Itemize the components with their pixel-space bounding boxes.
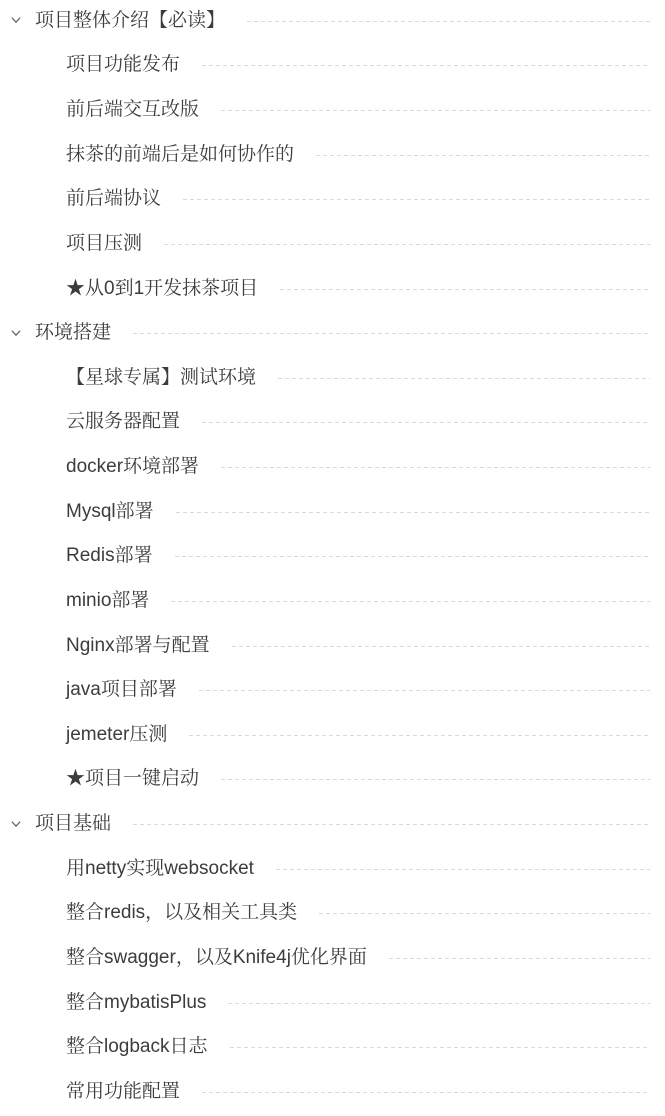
dashed-leader-line [389, 958, 650, 959]
tree-item-row[interactable] [0, 980, 665, 1025]
tree-item-row[interactable] [0, 578, 665, 623]
dashed-leader-line [202, 65, 650, 66]
dashed-leader-line [278, 378, 650, 379]
tree-section-row[interactable] [0, 0, 665, 43]
dashed-leader-line [230, 1047, 651, 1048]
tree-item-row[interactable] [0, 177, 665, 222]
tree-item-label: 用netty实现websocket [66, 857, 254, 879]
dashed-leader-line [280, 289, 650, 290]
dashed-leader-line [228, 1003, 650, 1004]
tree-item-label: Mysql部署 [66, 500, 154, 522]
tree-section-row[interactable] [0, 310, 665, 355]
dashed-leader-line [319, 913, 650, 914]
tree-item-row[interactable] [0, 935, 665, 980]
tree-item-label: 项目功能发布 [66, 54, 181, 76]
dashed-leader-line [221, 467, 650, 468]
tree-item-label: 常用功能配置 [66, 1080, 181, 1102]
tree-item-label: java项目部署 [66, 679, 177, 701]
tree-item-label: 前后端协议 [66, 188, 162, 210]
tree-item-label: docker环境部署 [66, 456, 200, 478]
dashed-leader-line [133, 333, 650, 334]
tree-item-row[interactable] [0, 400, 665, 445]
section-title: 项目基础 [35, 813, 112, 835]
chevron-down-icon[interactable] [10, 327, 22, 339]
tree-item-label: 整合mybatisPlus [66, 991, 207, 1013]
tree-item-row[interactable] [0, 489, 665, 534]
tree-item-row[interactable] [0, 266, 665, 311]
tree-item-row[interactable] [0, 534, 665, 579]
tree-item-row[interactable] [0, 444, 665, 489]
tree-item-row[interactable] [0, 132, 665, 177]
dashed-leader-line [276, 869, 650, 870]
dashed-leader-line [175, 556, 650, 557]
tree-item-label: 项目压测 [66, 232, 143, 254]
tree-item-row[interactable] [0, 757, 665, 802]
tree-item-row[interactable] [0, 712, 665, 757]
dashed-leader-line [171, 601, 650, 602]
tree-item-label: ★从0到1开发抹茶项目 [66, 277, 259, 299]
dashed-leader-line [202, 1092, 650, 1093]
dashed-leader-line [221, 110, 650, 111]
tree-item-label: 整合redis，以及相关工具类 [66, 902, 298, 924]
dashed-leader-line [199, 690, 650, 691]
tree-item-label: 整合swagger，以及Knife4j优化界面 [66, 946, 367, 968]
tree-item-row[interactable] [0, 221, 665, 266]
tree-item-label: Nginx部署与配置 [66, 634, 210, 656]
tree-item-label: 前后端交互改版 [66, 99, 200, 121]
tree-item-row[interactable] [0, 846, 665, 891]
dashed-leader-line [247, 21, 650, 22]
section-title: 项目整体介绍【必读】 [35, 9, 226, 31]
tree-item-label: 云服务器配置 [66, 411, 181, 433]
tree-item-label: jemeter压测 [66, 723, 168, 745]
tree-item-row[interactable] [0, 667, 665, 712]
section-title: 环境搭建 [35, 322, 112, 344]
tree-item-row[interactable] [0, 355, 665, 400]
chevron-down-icon[interactable] [10, 14, 22, 26]
dashed-leader-line [316, 155, 650, 156]
dashed-leader-line [183, 199, 650, 200]
tree-item-label: minio部署 [66, 589, 150, 611]
tree-item-label: ★项目一键启动 [66, 768, 200, 790]
tree-item-label: Redis部署 [66, 545, 153, 567]
dashed-leader-line [189, 735, 650, 736]
dashed-leader-line [176, 512, 650, 513]
tree-item-row[interactable] [0, 1069, 665, 1114]
dashed-leader-line [232, 646, 650, 647]
tree-item-label: 【星球专属】测试环境 [66, 366, 257, 388]
dashed-leader-line [221, 779, 650, 780]
tree-item-label: 抹茶的前端后是如何协作的 [66, 143, 295, 165]
chevron-down-icon[interactable] [10, 818, 22, 830]
tree-item-row[interactable] [0, 43, 665, 88]
dashed-leader-line [202, 422, 650, 423]
tree-item-label: 整合logback日志 [66, 1036, 208, 1058]
dashed-leader-line [164, 244, 650, 245]
tree-item-row[interactable] [0, 623, 665, 668]
dashed-leader-line [133, 824, 650, 825]
tree-section-row[interactable] [0, 801, 665, 846]
tree-item-row[interactable] [0, 1024, 665, 1069]
tree-item-row[interactable] [0, 87, 665, 132]
tree-item-row[interactable] [0, 891, 665, 936]
